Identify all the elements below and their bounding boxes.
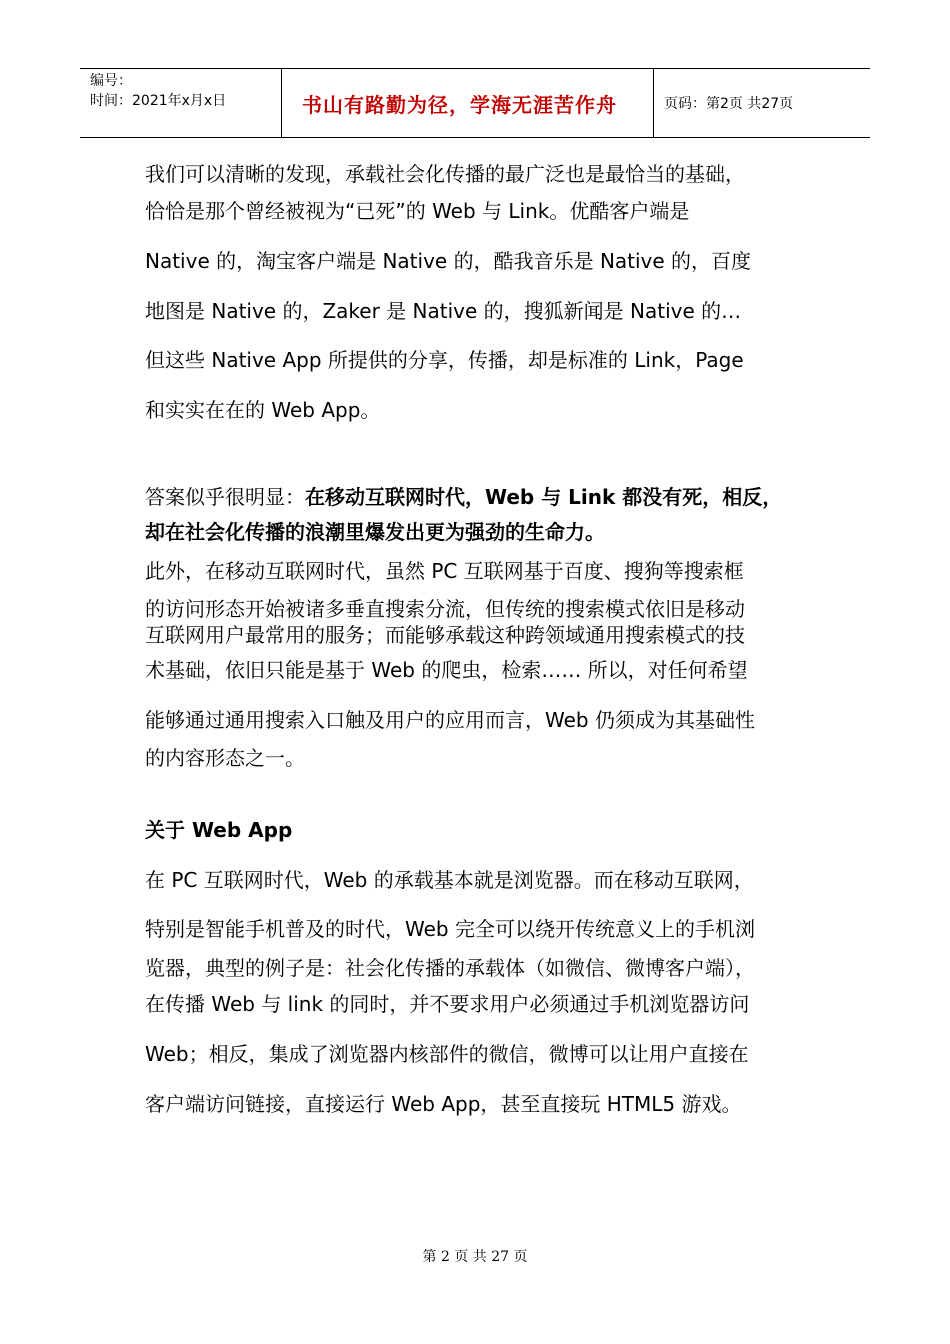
p3-line-3: 互联网用户最常用的服务；而能够承载这种跨领域通用搜索模式的技 [145, 623, 745, 647]
p3-line-6: 的内容形态之一。 [145, 746, 305, 770]
p2-bold-1: 在移动互联网时代，Web 与 Link 都没有死，相反， [305, 485, 783, 509]
section-heading-web-app: 关于 Web App [145, 818, 293, 842]
header-motto: 书山有路勤为径，学海无涯苦作舟 [282, 69, 654, 137]
p1-line-1: 我们可以清晰的发现，承载社会化传播的最广泛也是最恰当的基础， [145, 162, 745, 186]
p4-line-4: 在传播 Web 与 link 的同时，并不要求用户必须通过手机浏览器访问 [145, 992, 750, 1016]
p4-line-1: 在 PC 互联网时代，Web 的承载基本就是浏览器。而在移动互联网， [145, 868, 754, 892]
p2-line-1 [145, 481, 782, 510]
p3-line-4: 术基础，依旧只能是基于 Web 的爬虫，检索…… 所以，对任何希望 [145, 658, 748, 682]
p4-line-2: 特别是智能手机普及的时代，Web 完全可以绕开传统意义上的手机浏 [145, 917, 755, 941]
page-header [80, 68, 870, 138]
p1-line-4: 地图是 Native 的，Zaker 是 Native 的，搜狐新闻是 Native 的… [145, 299, 742, 323]
header-page-info: 页码：第2页 共27页 [664, 96, 794, 112]
p1-line-3: Native 的，淘宝客户端是 Native 的，酷我音乐是 Native 的，百度 [145, 249, 752, 273]
p3-line-1: 此外，在移动互联网时代，虽然 PC 互联网基于百度、搜狗等搜索框 [145, 559, 744, 583]
p1-line-6: 和实实在在的 Web App。 [145, 398, 381, 422]
p2-prefix: 答案似乎很明显： [145, 485, 305, 509]
document-number-label: 编号： [90, 73, 132, 89]
p4-line-5: Web；相反，集成了浏览器内核部件的微信，微博可以让用户直接在 [145, 1042, 749, 1066]
p4-line-3: 览器，典型的例子是：社会化传播的承载体（如微信、微博客户端）， [145, 956, 755, 980]
p3-line-5: 能够通过通用搜索入口触及用户的应用而言，Web 仍须成为其基础性 [145, 708, 755, 732]
document-time-label: 时间：2021年x月x日 [90, 93, 227, 109]
p1-line-2: 恰恰是那个曾经被视为“已死”的 Web 与 Link。优酷客户端是 [145, 199, 690, 223]
p2-line-2: 却在社会化传播的浪潮里爆发出更为强劲的生命力。 [145, 520, 605, 544]
p1-line-5: 但这些 Native App 所提供的分享，传播，却是标准的 Link，Page [145, 348, 744, 372]
p3-line-2: 的访问形态开始被诸多垂直搜索分流，但传统的搜索模式依旧是移动 [145, 597, 745, 621]
header-meta [80, 69, 282, 137]
p4-line-6: 客户端访问链接，直接运行 Web App，甚至直接玩 HTML5 游戏。 [145, 1092, 742, 1116]
page-footer: 第 2 页 共 27 页 [422, 1249, 528, 1265]
